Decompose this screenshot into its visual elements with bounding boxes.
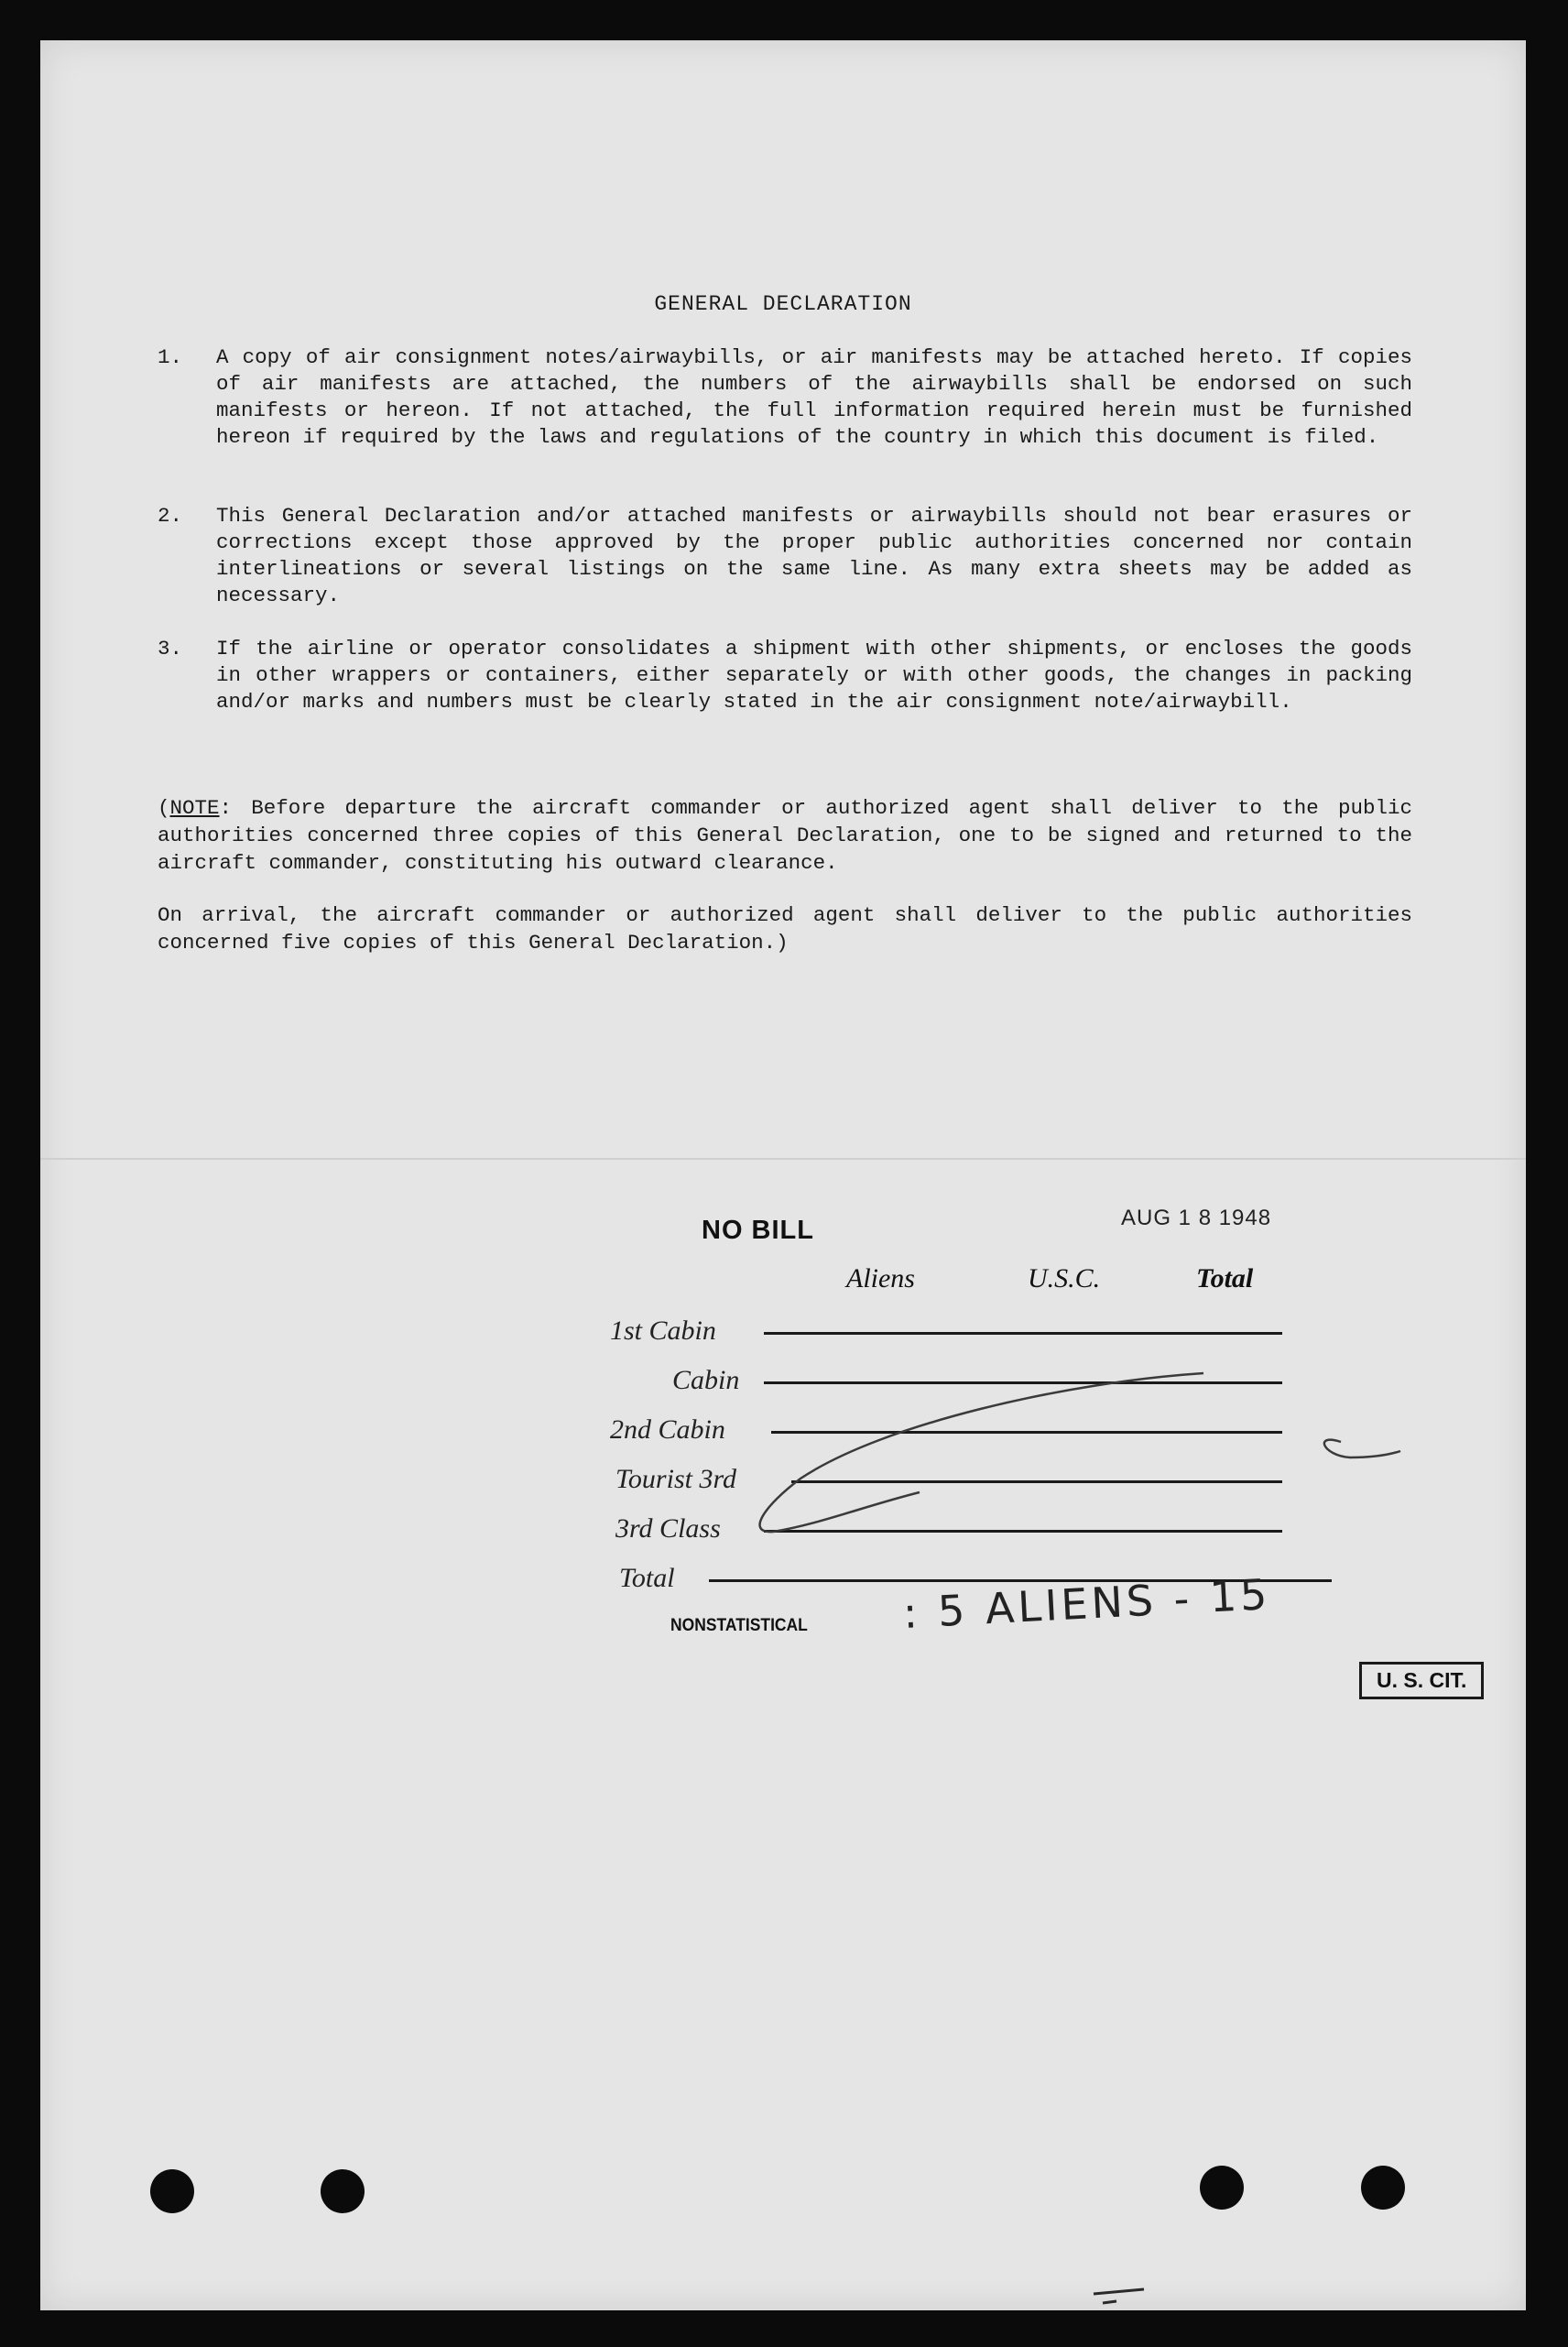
class-label-1st-cabin: 1st Cabin (610, 1315, 716, 1346)
us-cit-stamp: U. S. CIT. (1359, 1662, 1484, 1699)
class-label-total: Total (619, 1563, 675, 1593)
handwritten-note: : 5 ALIENS - 15 (901, 1569, 1272, 1638)
punch-hole (321, 2169, 365, 2213)
punch-hole (1200, 2166, 1244, 2210)
note-departure-text: Before departure the aircraft commander or authorized agent shall deliver to the public authorities concerned three copies of this General Declaration, one to be signed and returned to the aircraft commander, constituting his outward clearance. (158, 796, 1412, 875)
scribble-stroke (760, 1373, 1203, 1532)
class-label-cabin: Cabin (672, 1365, 740, 1395)
item-number: 3. (158, 637, 183, 660)
no-bill-stamp: NO BILL (702, 1216, 814, 1245)
class-label-3rd-class: 3rd Class (615, 1513, 721, 1544)
class-label-tourist-3rd: Tourist 3rd (615, 1464, 737, 1494)
item-number: 2. (158, 504, 183, 528)
punch-hole (1361, 2166, 1405, 2210)
item-text: This General Declaration and/or attached manifests or airwaybills should not bear erasures or corrections except those approved by the proper public authorities concerned nor contain interlineations or several listings on the same line. As many extra sheets may be added as necessary. (216, 504, 1412, 607)
nonstatistical-stamp: NONSTATISTICAL (670, 1616, 808, 1635)
bottom-mark (1094, 2289, 1144, 2303)
usc-column-header: U.S.C. (1028, 1263, 1101, 1294)
pen-scribble (40, 40, 1526, 2310)
item-number: 1. (158, 345, 183, 369)
punch-hole (150, 2169, 194, 2213)
document-sheet (40, 40, 1526, 2310)
note-label: NOTE (169, 796, 220, 820)
note-arrival: On arrival, the aircraft commander or authorized agent shall deliver to the public authorities concerned five copies of this General Declaration.) (158, 903, 1412, 955)
document-title: GENERAL DECLARATION (654, 292, 912, 316)
date-stamp: AUG 1 8 1948 (1121, 1206, 1272, 1230)
class-label-2nd-cabin: 2nd Cabin (610, 1414, 725, 1445)
aliens-column-header: Aliens (846, 1263, 915, 1294)
note-departure: (NOTE: Before departure the aircraft commander or authorized agent shall deliver to the public authorities concerned three copies of this General Declaration, one to be signed and returned to the aircraft commander, constituting his outward clearance. (158, 796, 1412, 875)
item-text: A copy of air consignment notes/airwaybills, or air manifests may be attached hereto. If copies of air manifests are attached, the numbers of the airwaybills shall be endorsed on such manifests or hereon. If not attached, the full information required herein must be furnished hereon if required by the laws and regulations of the country in which this document is filed. (216, 345, 1412, 449)
item-text: If the airline or operator consolidates a shipment with other shipments, or encloses the goods in other wrappers or containers, either separately or with other goods, the changes in packing and/or marks and numbers must be clearly stated in the air consignment note/airwaybill. (216, 637, 1412, 714)
total-column-header: Total (1196, 1263, 1254, 1294)
scribble-circle (1324, 1440, 1400, 1457)
